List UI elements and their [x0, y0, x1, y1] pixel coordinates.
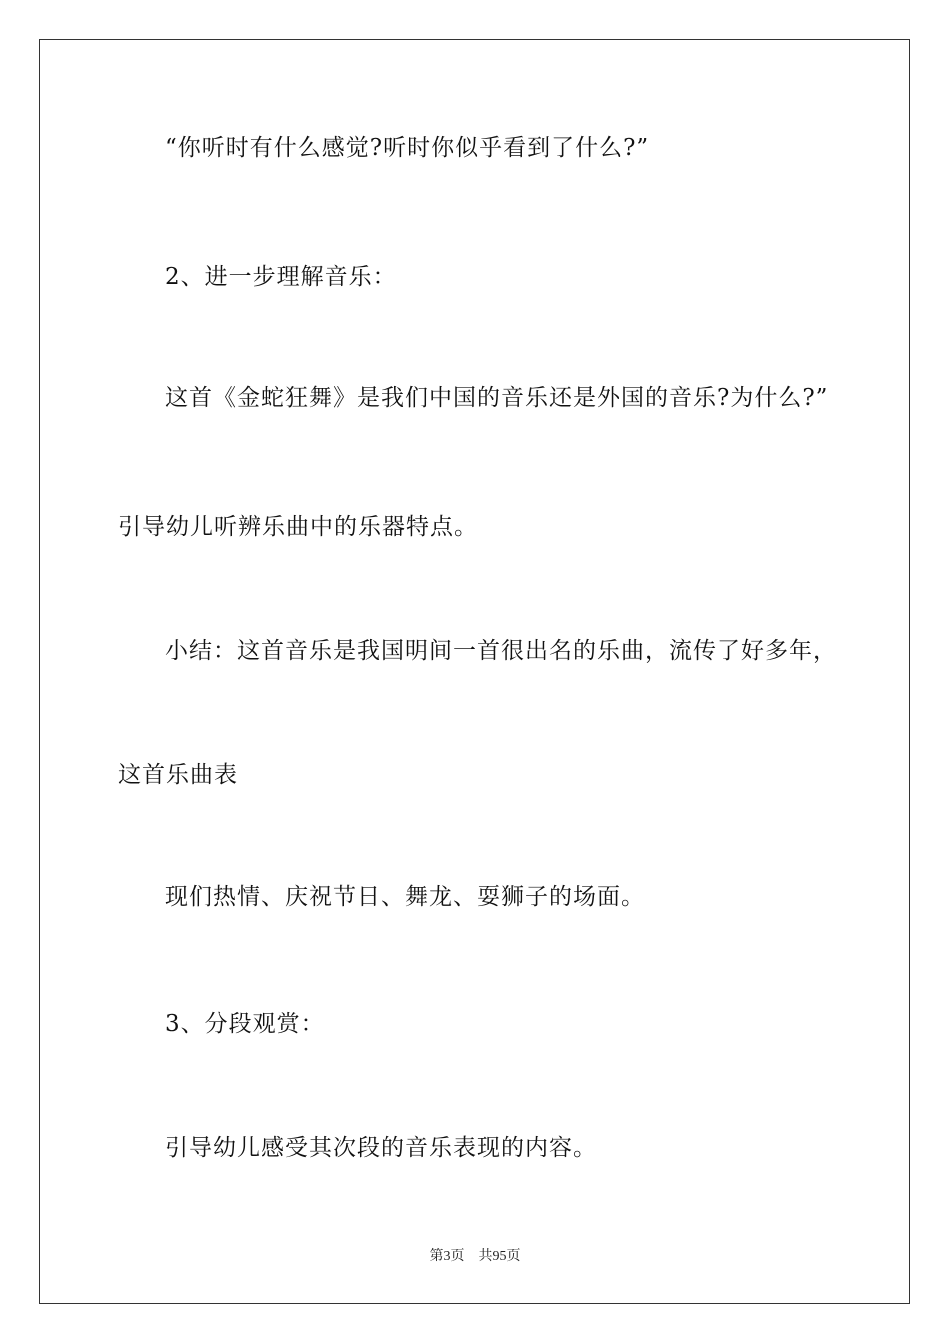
paragraph-heading-2: 2、进一步理解音乐：: [165, 264, 397, 290]
paragraph-section-guide: 引导幼儿感受其次段的音乐表现的内容。: [165, 1135, 597, 1161]
paragraph-heading-3: 3、分段观赏：: [165, 1011, 325, 1037]
page-footer: [0, 1248, 950, 1266]
paragraph-summary-continued: 这首乐曲表: [118, 762, 238, 788]
paragraph-music-question: 这首《金蛇狂舞》是我们中国的音乐还是外国的音乐?为什么?”: [165, 385, 829, 411]
paragraph-summary: 小结：这首音乐是我国明间一首很出名的乐曲，流传了好多年，: [165, 638, 837, 664]
page-total: 共95页: [478, 1249, 521, 1264]
page-number: 第3页: [429, 1249, 465, 1264]
paragraph-question: “你听时有什么感觉?听时你似乎看到了什么?”: [165, 135, 650, 161]
paragraph-scene-description: 现们热情、庆祝节日、舞龙、耍狮子的场面。: [165, 884, 645, 910]
paragraph-instrument-guide: 引导幼儿听辨乐曲中的乐器特点。: [118, 514, 478, 540]
page-border: [39, 39, 910, 1304]
